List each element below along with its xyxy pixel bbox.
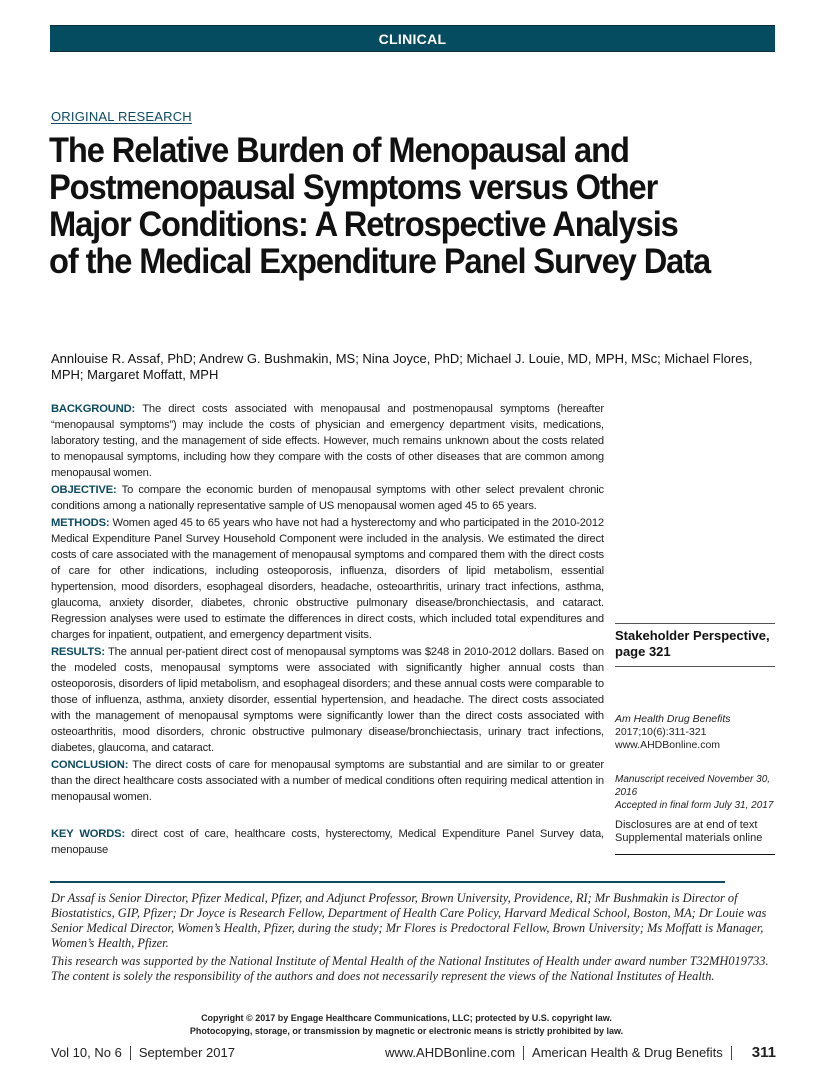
disclosures-note: Disclosures are at end of text xyxy=(615,819,758,831)
abstract-conclusion xyxy=(51,757,604,805)
disclosures-block xyxy=(615,819,775,845)
section-band-label: CLINICAL xyxy=(378,30,447,47)
footer-separator xyxy=(130,1046,131,1060)
accepted-date: Accepted in final form July 31, 2017 xyxy=(615,800,774,811)
section-band xyxy=(50,25,775,52)
conclusion-label: CONCLUSION: xyxy=(51,759,129,771)
keywords-text: direct cost of care, healthcare costs, hysterectomy, Medical Expenditure Panel Survey data, menopause xyxy=(51,828,604,856)
copyright-notice xyxy=(0,1012,813,1038)
affiliations xyxy=(51,891,776,987)
keywords-label: KEY WORDS: xyxy=(51,828,126,840)
page-number: 311 xyxy=(751,1044,776,1061)
sidebar-divider xyxy=(615,666,775,667)
objective-label: OBJECTIVE: xyxy=(51,484,117,496)
sidebar-divider xyxy=(615,623,775,624)
methods-text: Women aged 45 to 65 years who have not had a hysterectomy and who participated in the 2010-2012 Medical Expenditure Panel Survey Household Component were included in the analysis. We estimated the direct costs of care associated with the management of menopausal symptoms and compared them with the direct costs of care for other indications, including osteoporosis, influenza, disorders of lipid metabolism, essential hypertension, mood disorders, esophageal disorders, headache, osteoarthritis, urinary tract infections, asthma, glaucoma, anxiety disorder, diabetes, chronic obstructive pulmonary disease/bronchiectasis, and cataract. Regression analyses were used to estimate the differences in direct costs, which included total expenditures and charges for inpatient, outpatient, and emergency department visits. xyxy=(51,517,604,641)
background-text: The direct costs associated with menopausal and postmenopausal symptoms (hereafter “menopausal symptoms”) may include the costs of physician and emergency department visits, medications, laboratory testing, and the management of side effects. However, much remains unknown about the costs related to menopausal symptoms, including how they compare with the costs of other diseases that are common among menopausal women. xyxy=(51,403,604,479)
footer-website[interactable]: www.AHDBonline.com xyxy=(384,1045,516,1060)
footer-date: September 2017 xyxy=(138,1045,235,1060)
affiliations-divider xyxy=(50,881,725,883)
results-label: RESULTS: xyxy=(51,646,105,658)
footer-right xyxy=(385,1044,776,1061)
results-text: The annual per-patient direct cost of menopausal symptoms was $248 in 2010-2012 dollars. Based on the modeled costs, menopausal symptoms were associated with significantly higher annual costs than osteoporosis, disorders of lipid metabolism, and esophageal disorders; and these annual costs were comparable to those of influenza, asthma, anxiety disorder, essential hypertension, and headache. The direct costs associated with the management of menopausal symptoms were significantly lower than the direct costs associated with osteoarthritis, mood disorders, chronic obstructive pulmonary disease/bronchiectasis, urinary tract infections, diabetes, glaucoma, and cataract. xyxy=(51,646,604,754)
abstract-objective xyxy=(51,482,604,514)
stakeholder-perspective-link[interactable]: Stakeholder Perspective, page 321 xyxy=(615,628,770,659)
article-title: The Relative Burden of Menopausal and Postmenopausal Symptoms versus Other Major Conditions: A Retrospective Analysis of the Medical Expenditure Panel Survey Data xyxy=(49,130,711,281)
citation-block xyxy=(615,713,775,752)
footer-journal: American Health & Drug Benefits xyxy=(532,1045,723,1060)
methods-label: METHODS: xyxy=(51,517,110,529)
abstract-background xyxy=(51,401,604,481)
copyright-line-1: Copyright © 2017 by Engage Healthcare Communications, LLC; protected by U.S. copyright law. xyxy=(201,1013,612,1023)
journal-name: Am Health Drug Benefits xyxy=(615,713,731,725)
abstract-results xyxy=(51,644,604,756)
page-footer xyxy=(51,1044,776,1061)
objective-text: To compare the economic burden of menopausal symptoms with other select prevalent chronic conditions among a nationally representative sample of US menopausal women aged 45 to 65 years. xyxy=(51,484,604,512)
footer-volume: Vol 10, No 6 xyxy=(51,1045,122,1060)
author-affiliations: Dr Assaf is Senior Director, Pfizer Medical, Pfizer, and Adjunct Professor, Brown University, Providence, RI; Mr Bushmakin is Director of Biostatistics, GIP, Pfizer; Dr Joyce is Research Fellow, Department of Health Care Policy, Harvard Medical School, Boston, MA; Dr Louie was Senior Medical Director, Women’s Health, Pfizer, during the study; Mr Flores is Predoctoral Fellow, Brown University; Ms Moffatt is Manager, Women’s Health, Pfizer. xyxy=(51,891,767,950)
journal-website[interactable]: www.AHDBonline.com xyxy=(615,739,721,751)
funding-statement: This research was supported by the National Institute of Mental Health of the National Institutes of Health under award number T32MH019733. The content is solely the responsibility of the authors and does not necessarily represent the views of the National Institutes of Health. xyxy=(51,954,769,983)
supplemental-note: Supplemental materials online xyxy=(615,832,763,844)
citation: 2017;10(6):311-321 xyxy=(615,726,707,738)
abstract xyxy=(51,401,604,806)
background-label: BACKGROUND: xyxy=(51,403,136,415)
conclusion-text: The direct costs of care for menopausal symptoms are substantial and are similar to or greater than the direct healthcare costs associated with a number of medical conditions often requiring medical attention in menopausal women. xyxy=(51,759,604,803)
article-type-label: ORIGINAL RESEARCH xyxy=(51,109,192,124)
manuscript-dates xyxy=(615,773,775,812)
footer-separator xyxy=(731,1046,732,1060)
copyright-line-2: Photocopying, storage, or transmission by magnetic or electronic means is strictly prohibited by law. xyxy=(189,1026,624,1036)
sidebar-divider xyxy=(615,854,775,855)
abstract-methods xyxy=(51,515,604,643)
author-list: Annlouise R. Assaf, PhD; Andrew G. Bushmakin, MS; Nina Joyce, PhD; Michael J. Louie, MD, MPH, MSc; Michael Flores, MPH; Margaret Moffatt, MPH xyxy=(51,351,753,382)
footer-separator xyxy=(523,1046,524,1060)
received-date: Manuscript received November 30, 2016 xyxy=(615,774,771,798)
keywords xyxy=(51,826,604,858)
